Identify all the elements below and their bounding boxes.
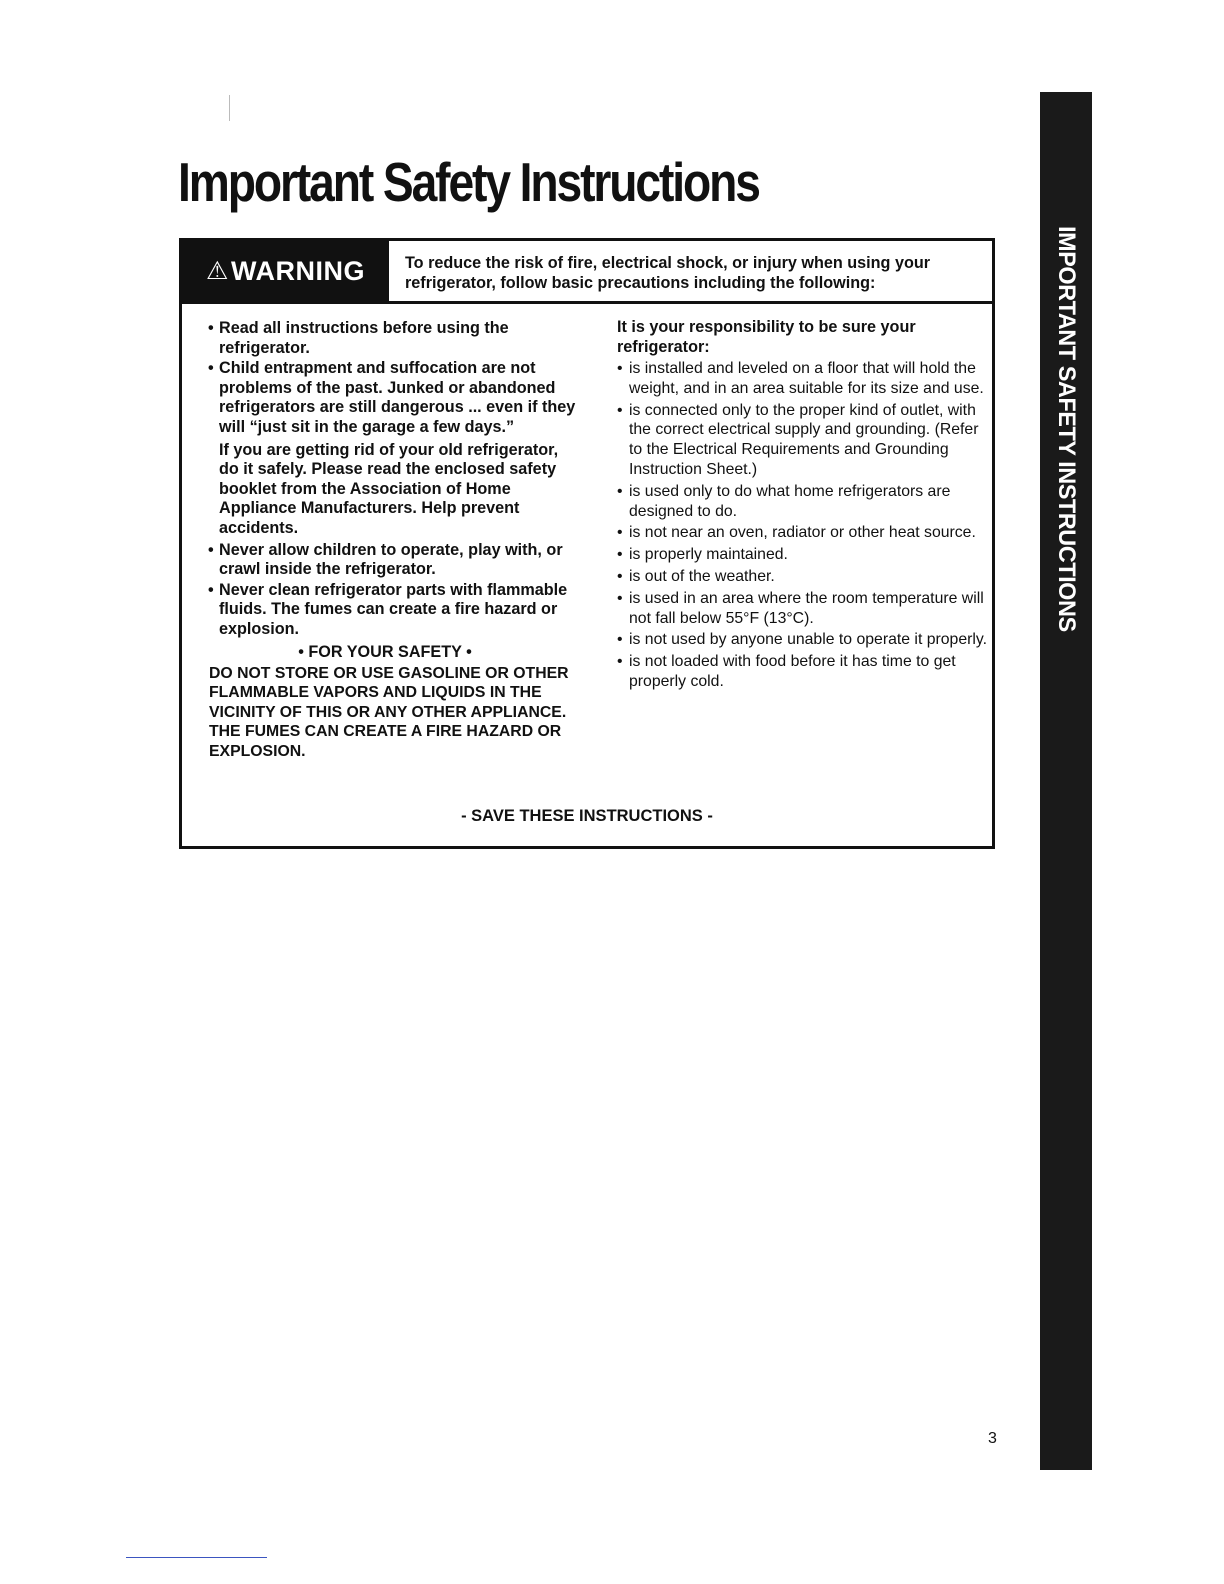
list-item: • Never clean refrigerator parts with flammable fluids. The fumes can create a fire hazard or explosion.	[200, 581, 580, 640]
list-item: • is used in an area where the room temperature will not fall below 55°F (13°C).	[617, 589, 987, 629]
left-column	[200, 319, 580, 761]
safety-heading: • FOR YOUR SAFETY •	[298, 642, 472, 661]
list-item: • is out of the weather.	[617, 567, 987, 587]
warning-label	[182, 241, 389, 301]
margin-mark	[229, 95, 230, 121]
list-item: • is not near an oven, radiator or other heat source.	[617, 523, 987, 543]
left-list	[200, 319, 580, 438]
warning-triangle-icon: ⚠	[206, 257, 229, 285]
list-item: • is installed and leveled on a floor that will hold the weight, and in an area suitable for its size and use.	[617, 359, 987, 399]
warning-text: To reduce the risk of fire, electrical shock, or injury when using your refrigerator, follow basic precautions including the following:	[405, 254, 931, 292]
side-tab-text: IMPORTANT SAFETY INSTRUCTIONS	[1053, 226, 1080, 632]
warning-label-text: WARNING	[230, 255, 365, 286]
responsibility-heading: It is your responsibility to be sure your refrigerator:	[617, 318, 916, 356]
footer-rule	[126, 1557, 267, 1558]
page-title: Important Safety Instructions	[178, 151, 759, 213]
warning-header	[182, 241, 992, 304]
safety-box	[179, 238, 995, 849]
save-instructions: - SAVE THESE INSTRUCTIONS -	[461, 807, 713, 825]
list-item: • is not used by anyone unable to operate it properly.	[617, 630, 987, 650]
list-item: • is connected only to the proper kind of outlet, with the correct electrical supply and grounding. (Refer to the Electrical Requirements and Grounding Instruction Sheet.)	[617, 401, 987, 480]
list-item: • is properly maintained.	[617, 545, 987, 565]
left-list-continued	[200, 541, 580, 640]
right-column	[617, 317, 987, 694]
list-item: • is used only to do what home refrigerators are designed to do.	[617, 482, 987, 522]
list-item: • Read all instructions before using the refrigerator.	[200, 319, 580, 358]
disposal-note: If you are getting rid of your old refrigerator, do it safely. Please read the enclosed safety booklet from the Association of Home Appliance Manufacturers. Help prevent accidents.	[219, 440, 559, 537]
page-number: 3	[988, 1430, 997, 1447]
list-item: • Never allow children to operate, play with, or crawl inside the refrigerator.	[200, 541, 580, 580]
list-item: • is not loaded with food before it has time to get properly cold.	[617, 652, 987, 692]
safety-text: DO NOT STORE OR USE GASOLINE OR OTHER FLAMMABLE VAPORS AND LIQUIDS IN THE VICINITY OF THIS OR ANY OTHER APPLIANCE. THE FUMES CAN CREATE A FIRE HAZARD OR EXPLOSION.	[209, 664, 569, 760]
right-list	[617, 359, 987, 692]
list-item: • Child entrapment and suffocation are not problems of the past. Junked or abandoned refrigerators are still dangerous ... even if they will “just sit in the garage a few days.”	[200, 359, 580, 437]
